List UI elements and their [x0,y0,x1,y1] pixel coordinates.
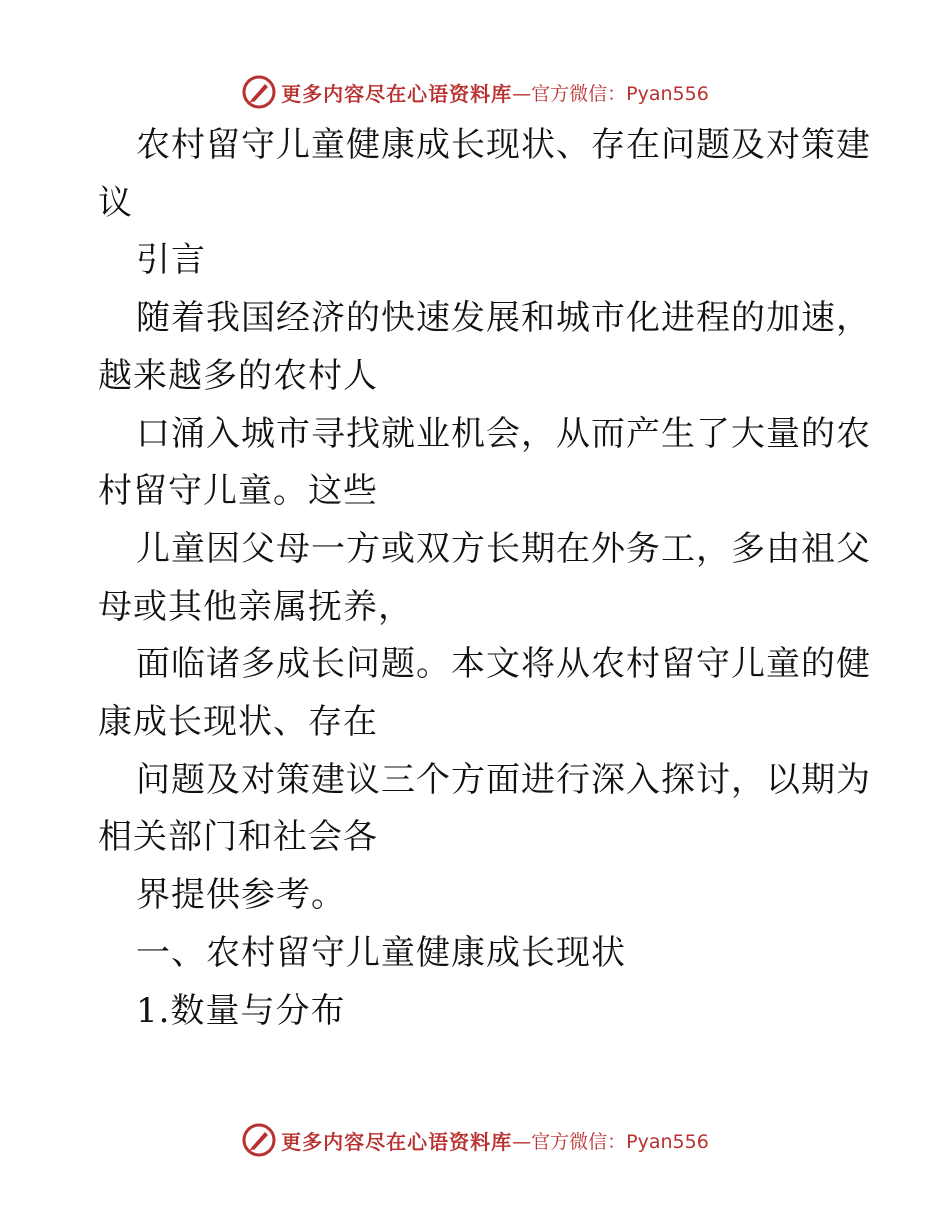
paragraph-line: 界提供参考。 [136,875,346,916]
header-watermark [0,72,950,112]
watermark-contact-text: —官方微信：Pyan556 [512,1130,709,1153]
paragraph-line: 母或其他亲属抚养， [98,586,413,627]
paragraph-line: 问题及对策建议三个方面进行深入探讨，以期为 [136,759,871,800]
paragraph-line: 康成长现状、存在 [98,702,378,743]
paragraph-line: 村留守儿童。这些 [98,471,378,512]
title-line: 农村留守儿童健康成长现状、存在问题及对策建 [136,125,871,165]
paragraph-line: 随着我国经济的快速发展和城市化进程的加速， [136,298,871,339]
paragraph-line: 口涌入城市寻找就业机会，从而产生了大量的农 [136,413,871,454]
section-heading-1: 一、农村留守儿童健康成长现状 [136,932,626,973]
section-heading-intro: 引言 [136,240,206,281]
paragraph-line: 儿童因父母一方或双方长期在外务工，多由祖父 [136,528,871,569]
watermark-brand-text: 更多内容尽在心语资料库 [281,1129,513,1154]
footer-watermark [0,1120,950,1160]
paragraph-line: 越来越多的农村人 [98,355,378,396]
paragraph-line: 面临诸多成长问题。本文将从农村留守儿童的健 [136,644,871,685]
watermark-contact-text: —官方微信：Pyan556 [512,82,709,105]
quill-pen-logo-icon [241,74,277,110]
paragraph-line: 相关部门和社会各 [98,817,378,858]
quill-pen-logo-icon [241,1122,277,1158]
watermark-brand-text: 更多内容尽在心语资料库 [281,81,513,106]
document-body [98,117,871,1040]
title-line-continued: 议 [98,182,133,223]
subsection-heading-1-1: 1.数量与分布 [136,990,346,1031]
